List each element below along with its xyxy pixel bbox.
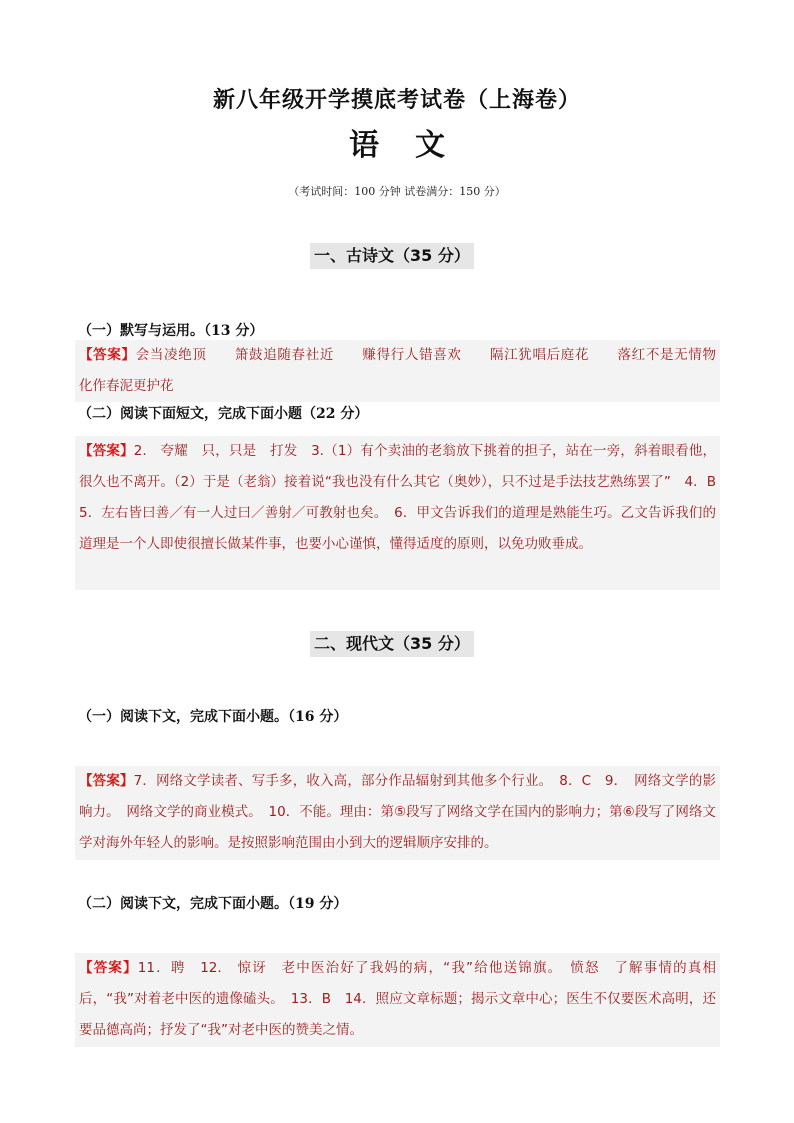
answer-block-dictation (75, 340, 744, 402)
exam-info: （考试时间：100 分钟 试卷满分：150 分） (288, 185, 506, 198)
subject-title: 语文 (349, 128, 481, 163)
answer-tag: 【答案】 (79, 773, 134, 789)
answer-text: 会当凌绝顶 箫鼓追随春社近 赚得行人错喜欢 隔江犹唱后庭花 落红不是无情物 化作春泥更护花 (79, 347, 744, 394)
section-heading-modern: 二、现代文（35 分） (310, 631, 474, 657)
section-heading-classical: 一、古诗文（35 分） (310, 243, 474, 269)
answer-tag: 【答案】 (79, 443, 134, 459)
answer-block-reading-1 (75, 766, 720, 860)
part-heading-dictation: （一）默写与运用。（13 分） (78, 323, 264, 339)
answer-text: 7．网络文学读者、写手多，收入高，部分作品辐射到其他多个行业。 8．C 9． 网络文学的影响力。 网络文学的商业模式。 10．不能。理由：第⑤段写了网络文学在国内的影响力；第⑥段写了网络文学对海外年轻人的影响。是按照影响范围由小到大的逻辑顺序安排的。 (79, 773, 716, 851)
answer-block-reading-2 (75, 953, 720, 1047)
answer-tag: 【答案】 (79, 347, 136, 363)
answer-text: 2. 夸耀 只，只是 打发 3.（1）有个卖油的老翁放下挑着的担子，站在一旁，斜着眼看他，很久也不离开。（2）于是（老翁）接着说“我也没有什么其它（奥妙），只不过是手法技艺熟练罢了” 4．B 5．左右皆曰善／有一人过曰／善射／可教射也矣。 6．甲文告诉我们的道理是熟能生巧。乙文告诉我们的道理是一个人即使很擅长做某件事，也要小心谨慎，懂得适度的原则，以免功败垂成。 (79, 443, 730, 552)
answer-text: 11．聘 12. 惊讶 老中医治好了我妈的病，“我”给他送锦旗。 愤怒 了解事情的真相后，“我”对着老中医的遗像磕头。 13．B 14．照应文章标题；揭示文章中心；医生不仅要医术高明，还要品德高尚；抒发了“我”对老中医的赞美之情。 (79, 960, 717, 1038)
answer-block-short-text (75, 436, 730, 590)
answer-tag: 【答案】 (79, 960, 138, 976)
page-title: 新八年级开学摸底考试卷（上海卷） (212, 88, 581, 113)
part-heading-reading-1: （一）阅读下文，完成下面小题。（16 分） (78, 709, 348, 725)
part-heading-short-text: （二）阅读下面短文，完成下面小题（22 分） (78, 406, 369, 422)
part-heading-reading-2: （二）阅读下文，完成下面小题。（19 分） (78, 896, 348, 912)
